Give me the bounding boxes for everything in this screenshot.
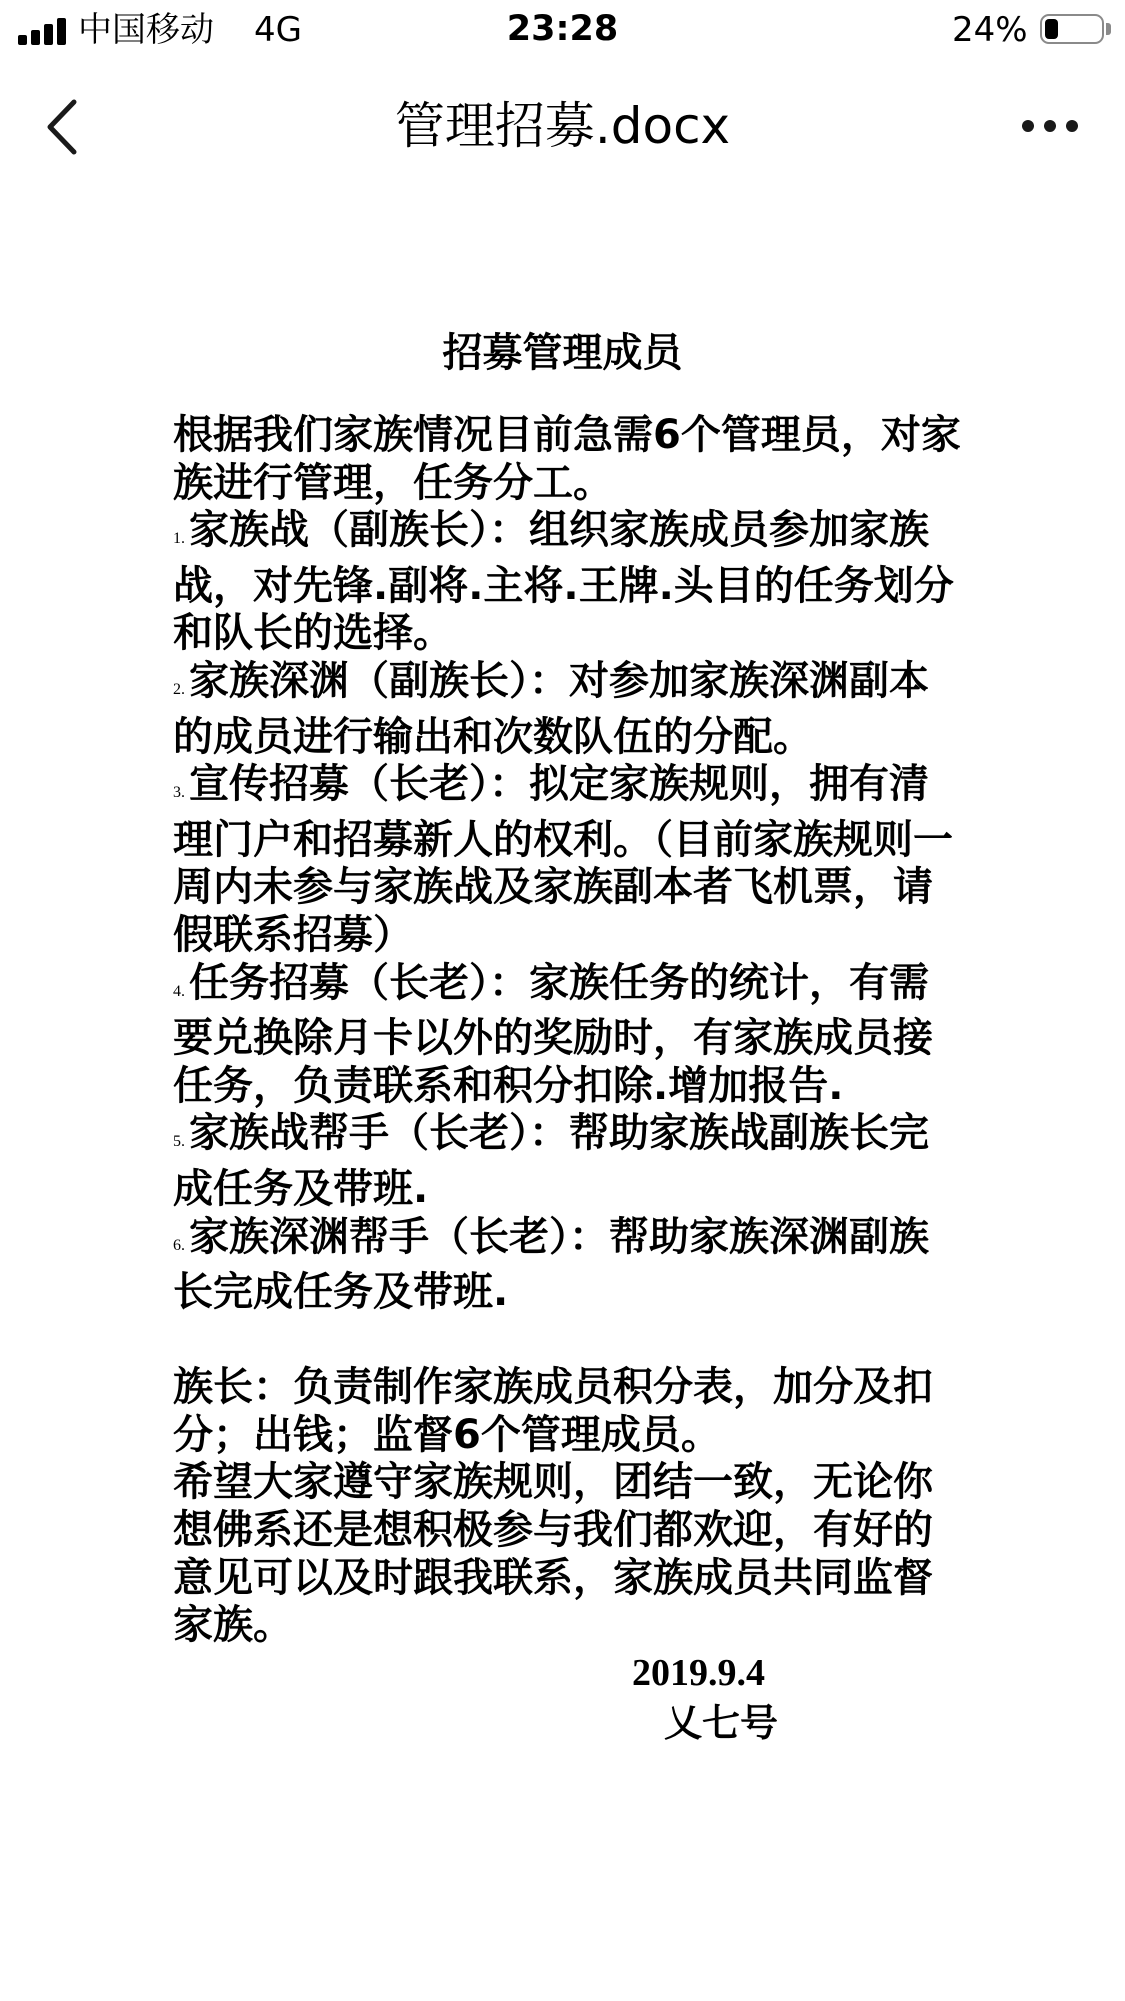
document-body xyxy=(173,412,963,1650)
battery-percent: 24% xyxy=(952,10,1028,50)
list-number: 2. xyxy=(173,680,185,698)
signature-date: 2019.9.4 xyxy=(632,1652,765,1694)
document-title: 招募管理成员 xyxy=(442,330,683,376)
list-number: 4. xyxy=(173,982,185,1000)
list-number: 6. xyxy=(173,1236,185,1254)
list-item-text: 宣传招募（长老）：拟定家族规则，拥有清理门户和招募新人的权利。（目前家族规则一周内未参与家族战及家族副本者飞机票，请假联系招募） xyxy=(173,761,953,958)
list-number: 5. xyxy=(173,1133,185,1151)
list-item xyxy=(173,507,963,658)
closing-paragraph: 希望大家遵守家族规则，团结一致，无论你想佛系还是想积极参与我们都欢迎，有好的意见可以及时跟我联系，家族成员共同监督家族。 xyxy=(173,1459,933,1649)
document-file-name: 管理招募.docx xyxy=(394,97,731,155)
chevron-left-icon xyxy=(30,92,100,162)
battery-level-fill xyxy=(1045,19,1058,39)
list-item xyxy=(173,761,963,959)
battery-tip xyxy=(1106,23,1111,35)
list-item xyxy=(173,658,963,761)
network-type: 4G xyxy=(254,10,302,50)
nav-bar xyxy=(0,62,1125,192)
status-bar xyxy=(0,0,1125,62)
list-item-text: 家族深渊（副族长）：对参加家族深渊副本的成员进行输出和次数队伍的分配。 xyxy=(173,657,929,760)
list-item-text: 家族深渊帮手（长老）：帮助家族深渊副族长完成任务及带班. xyxy=(173,1213,929,1316)
list-item xyxy=(173,1214,963,1317)
more-dots-icon xyxy=(1022,120,1034,132)
carrier-name: 中国移动 xyxy=(78,10,214,50)
paragraph-gap xyxy=(173,1317,963,1365)
intro-paragraph: 根据我们家族情况目前急需6个管理员，对家族进行管理，任务分工。 xyxy=(173,412,961,506)
leader-note: 族长：负责制作家族成员积分表，加分及扣分；出钱；监督6个管理成员。 xyxy=(173,1364,933,1458)
status-time: 23:28 xyxy=(506,9,619,49)
back-button[interactable] xyxy=(30,92,100,162)
list-item-text: 任务招募（长老）：家族任务的统计，有需要兑换除月卡以外的奖励时，有家族成员接任务，负责联系和积分扣除.增加报告. xyxy=(173,959,933,1109)
list-number: 1. xyxy=(173,530,185,548)
list-item xyxy=(173,960,963,1111)
list-item xyxy=(173,1110,963,1213)
list-number: 3. xyxy=(173,784,185,802)
more-options-button[interactable] xyxy=(1010,102,1090,152)
battery-icon xyxy=(1040,14,1104,44)
signature-name: 乂七号 xyxy=(664,1701,779,1745)
list-item-text: 家族战帮手（长老）：帮助家族战副族长完成任务及带班. xyxy=(173,1110,929,1212)
list-item-text: 家族战（副族长）：组织家族成员参加家族战，对先锋.副将.主将.王牌.头目的任务划分和队长的选择。 xyxy=(173,507,954,657)
